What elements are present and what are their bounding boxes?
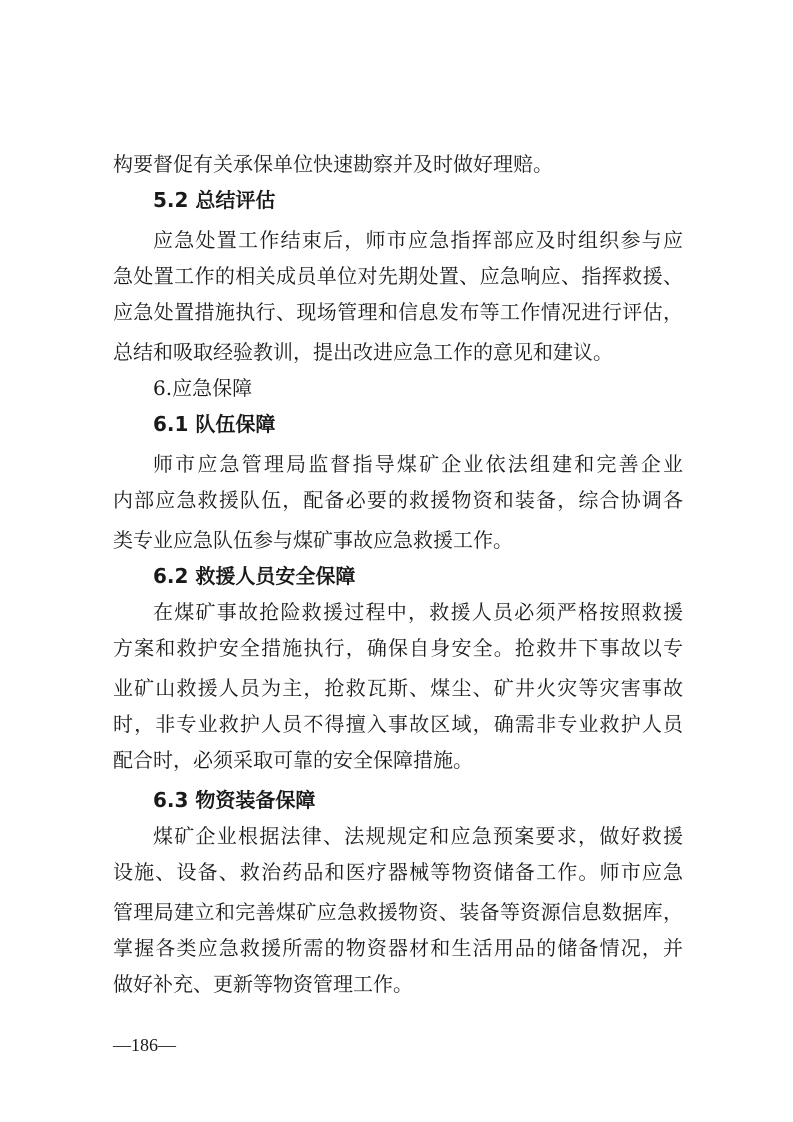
- paragraph-line: 应急处置措施执行、现场管理和信息发布等工作情况进行评估，: [113, 300, 683, 324]
- paragraph-line: 掌握各类应急救援所需的物资器材和生活用品的储备情况，并: [113, 936, 683, 960]
- paragraph-line: 配合时，必须采取可靠的安全保障措施。: [113, 748, 473, 772]
- page-number: —186—: [113, 1035, 176, 1055]
- paragraph-line: 管理局建立和完善煤矿应急救援物资、装备等资源信息数据库，: [113, 900, 683, 924]
- paragraph-line: 在煤矿事故抢险救援过程中，救援人员必须严格按照救援: [153, 600, 683, 624]
- paragraph-line: 内部应急救援队伍，配备必要的救援物资和装备，综合协调各: [113, 488, 683, 512]
- section-heading-6-3: 6.3 物资装备保障: [153, 788, 316, 812]
- paragraph-line: 师市应急管理局监督指导煤矿企业依法组建和完善企业: [153, 452, 683, 476]
- paragraph-line: 设施、设备、救治药品和医疗器械等物资储备工作。师市应急: [113, 860, 683, 884]
- section-heading-6-2: 6.2 救援人员安全保障: [153, 564, 356, 588]
- section-heading-6: 6.应急保障: [153, 376, 253, 400]
- paragraph-line: 方案和救护安全措施执行，确保自身安全。抢救井下事故以专: [113, 636, 683, 660]
- section-heading-5-2: 5.2 总结评估: [153, 188, 276, 212]
- paragraph-line: 煤矿企业根据法律、法规规定和应急预案要求，做好救援: [153, 824, 683, 848]
- paragraph-line: 做好补充、更新等物资管理工作。: [113, 972, 413, 996]
- paragraph-line: 类专业应急队伍参与煤矿事故应急救援工作。: [113, 528, 513, 552]
- paragraph-line: 业矿山救援人员为主，抢救瓦斯、煤尘、矿井火灾等灾害事故: [113, 676, 683, 700]
- paragraph-line: 总结和吸取经验教训，提出改进应急工作的意见和建议。: [113, 340, 613, 364]
- paragraph-line: 时，非专业救护人员不得擅入事故区域，确需非专业救护人员: [113, 712, 683, 736]
- paragraph-line: 构要督促有关承保单位快速勘察并及时做好理赔。: [113, 152, 553, 176]
- section-heading-6-1: 6.1 队伍保障: [153, 412, 276, 436]
- paragraph-line: 急处置工作的相关成员单位对先期处置、应急响应、指挥救援、: [113, 264, 683, 288]
- paragraph-line: 应急处置工作结束后，师市应急指挥部应及时组织参与应: [153, 228, 683, 252]
